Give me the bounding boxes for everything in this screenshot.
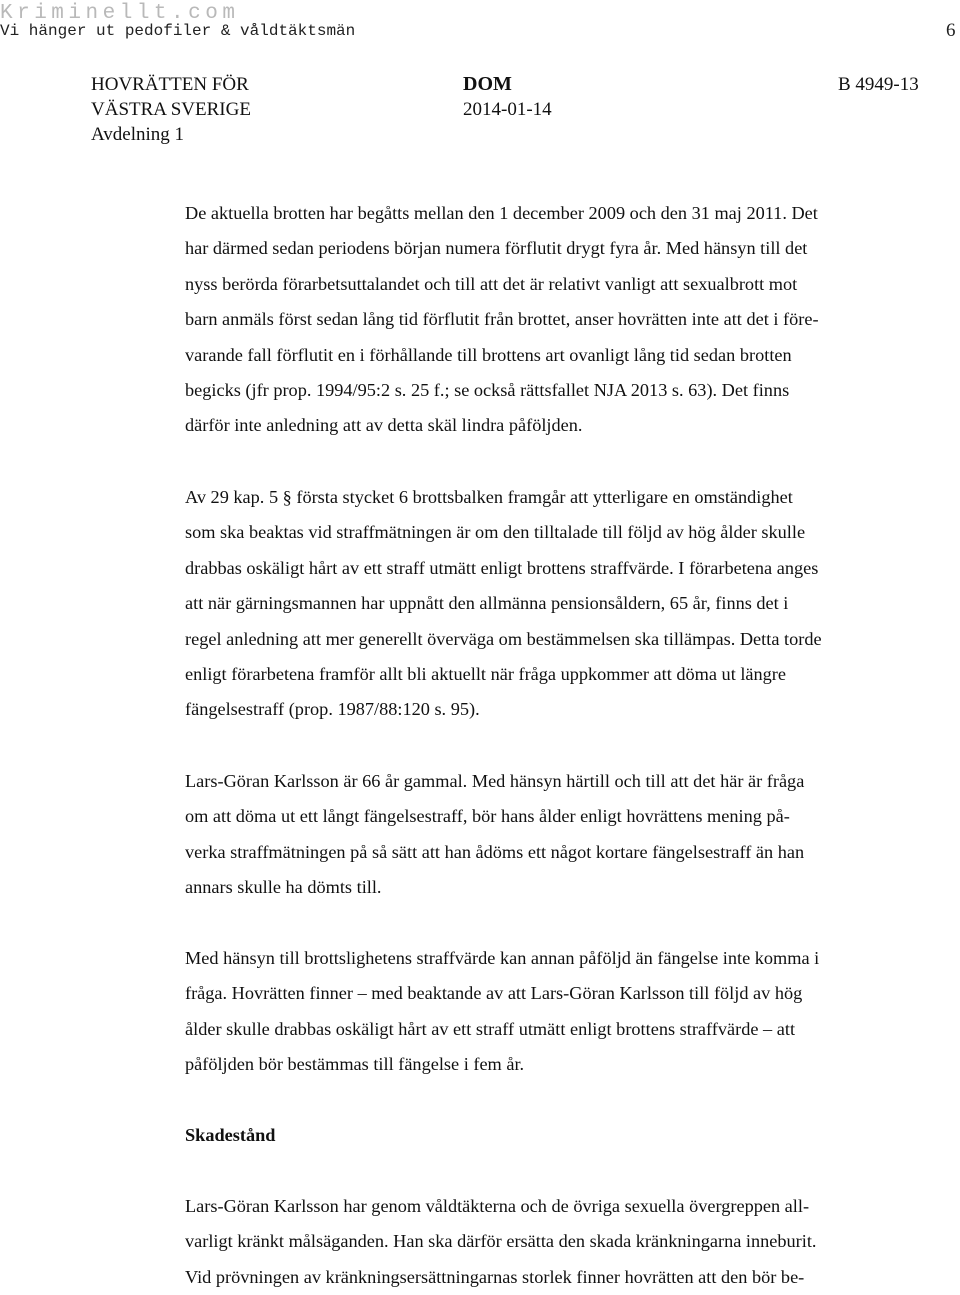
- text-line: Lars-Göran Karlsson har genom våldtäkterna och de övriga sexuella övergreppen all-: [185, 1196, 810, 1216]
- site-tagline: Vi hänger ut pedofiler & våldtäktsmän: [0, 22, 356, 40]
- court-division: Avdelning 1: [91, 124, 185, 145]
- site-name: Kriminellt.com: [0, 2, 240, 25]
- court-line: HOVRÄTTEN FÖR: [91, 74, 249, 95]
- document-type: DOM: [463, 73, 512, 95]
- text-line: Vid prövningen av kränkningsersättningarnas storlek finner hovrätten att den bör be-: [185, 1266, 805, 1287]
- text-line: Lars-Göran Karlsson är 66 år gammal. Med hänsyn härtill och till att det här är fråga: [185, 771, 805, 791]
- paragraph-defendant-age: [185, 764, 900, 906]
- text-line: varande fall förflutit en i förhållande till brottens art ovanligt lång tid sedan brotten: [185, 344, 792, 365]
- text-line: barn anmäls först sedan lång tid förflutit från brottet, anser hovrätten inte att det i före-: [185, 309, 819, 330]
- paragraph-damages: [185, 1189, 900, 1295]
- document-info: [463, 72, 552, 122]
- text-line: om att döma ut ett långt fängelsestraff, bör hans ålder enligt hovrättens mening på-: [185, 806, 790, 827]
- text-line: fråga. Hovrätten finner – med beaktande av att Lars-Göran Karlsson till följd av hög: [185, 983, 803, 1004]
- text-line: ålder skulle drabbas oskäligt hårt av ett straff utmätt enligt brottens straffvärde – att: [185, 1018, 796, 1039]
- case-number: B 4949-13: [838, 74, 919, 95]
- text-line: Med hänsyn till brottslighetens straffvärde kan annan påföljd än fängelse inte komma i: [185, 948, 820, 968]
- text-line: har därmed sedan periodens början numera förflutit drygt fyra år. Med hänsyn till det: [185, 238, 808, 259]
- text-line: påföljden bör bestämmas till fängelse i fem år.: [185, 1054, 525, 1075]
- paragraph-limitation-period: [185, 196, 900, 444]
- text-line: nyss berörda förarbetsuttalandet och till att det är relativt vanligt att sexualbrott mot: [185, 273, 798, 294]
- text-line: begicks (jfr prop. 1994/95:2 s. 25 f.; se också rättsfallet NJA 2013 s. 63). Det finns: [185, 380, 790, 401]
- page-number: 6: [946, 20, 956, 41]
- text-line: som ska beaktas vid straffmätningen är om den tilltalade till följd av hög ålder skulle: [185, 522, 806, 543]
- text-line: att när gärningsmannen har uppnått den allmänna pensionsåldern, 65 år, finns det i: [185, 593, 789, 614]
- paragraph-age-provision: [185, 480, 900, 728]
- document-date: 2014-01-14: [463, 99, 552, 120]
- text-line: drabbas oskäligt hårt av ett straff utmätt enligt brottens straffvärde. I förarbetena anges: [185, 557, 819, 578]
- text-line: varligt kränkt målsäganden. Han ska därför ersätta den skada kränkningarna inneburit.: [185, 1231, 817, 1252]
- text-line: De aktuella brotten har begåtts mellan den 1 december 2009 och den 31 maj 2011. Det: [185, 203, 818, 223]
- text-line: fängelsestraff (prop. 1987/88:120 s. 95).: [185, 699, 480, 720]
- section-heading: Skadestånd: [185, 1125, 276, 1145]
- text-line: annars skulle ha dömts till.: [185, 877, 382, 898]
- text-line: Av 29 kap. 5 § första stycket 6 brottsbalken framgår att ytterligare en omständighet: [185, 487, 793, 507]
- court-line: VÄSTRA SVERIGE: [91, 99, 251, 120]
- court-name: [91, 72, 251, 147]
- text-line: regel anledning att mer generellt överväga om bestämmelsen ska tillämpas. Detta torde: [185, 628, 822, 649]
- text-line: enligt förarbetena framför allt bli aktuellt när fråga uppkommer att döma ut längre: [185, 664, 787, 685]
- paragraph-sentence: [185, 941, 900, 1083]
- text-line: verka straffmätningen på så sätt att han ådöms ett något kortare fängelsestraff än han: [185, 841, 805, 862]
- text-line: därför inte anledning att av detta skäl lindra påföljden.: [185, 415, 583, 436]
